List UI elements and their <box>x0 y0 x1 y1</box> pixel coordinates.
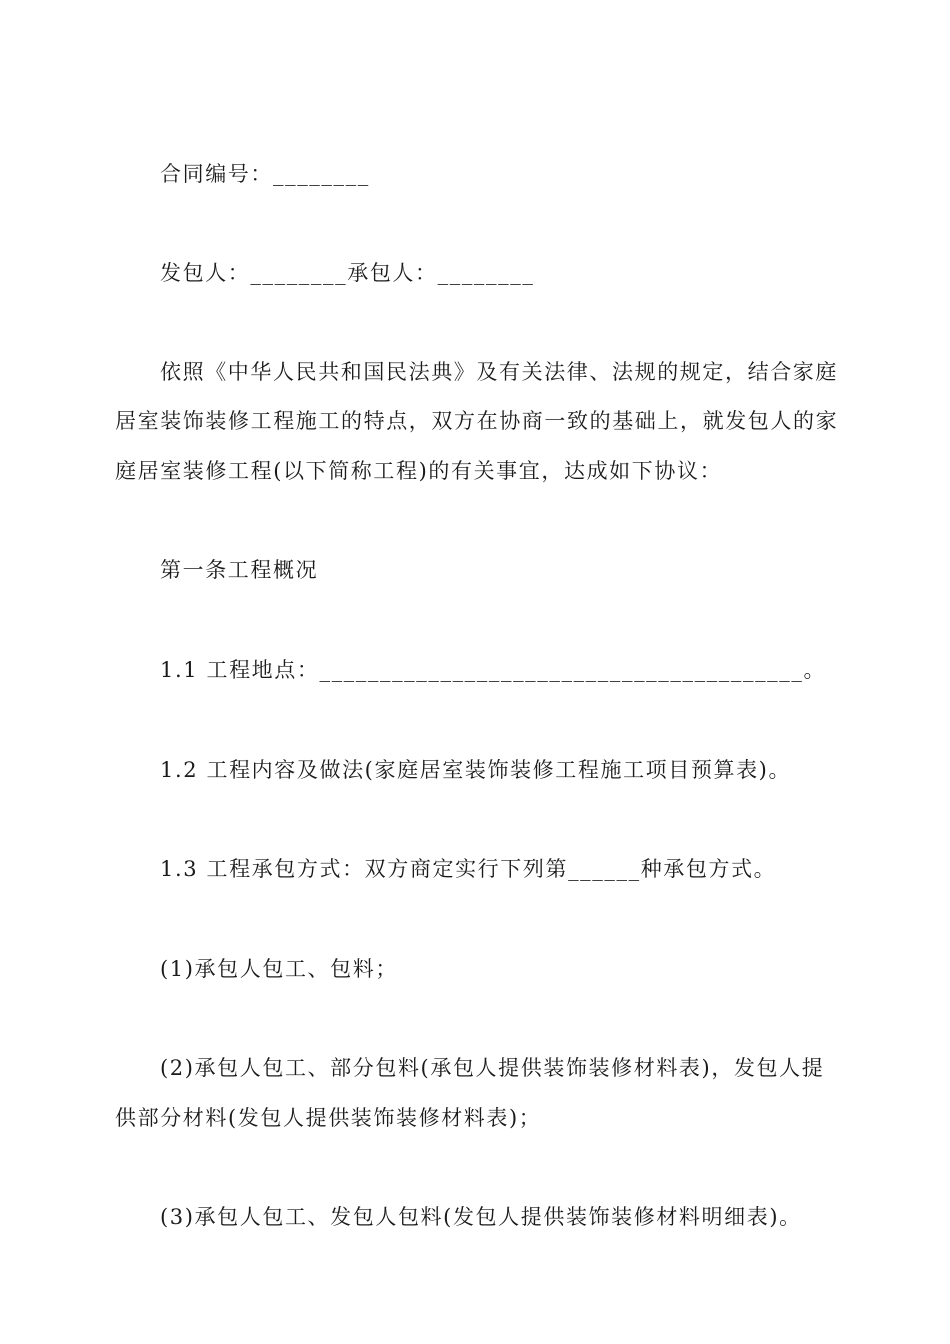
preamble-line-2: 居室装饰装修工程施工的特点，双方在协商一致的基础上，就发包人的家 <box>115 409 839 433</box>
item-1-3-post: 种承包方式。 <box>640 857 777 881</box>
item-1-1-label: 1.1 工程地点： <box>160 658 320 682</box>
contractor-blank: ________ <box>437 261 535 285</box>
option-3: (3)承包人包工、发包人包料(发包人提供装饰装修材料明细表)。 <box>160 1205 802 1229</box>
parties-line <box>160 259 534 287</box>
item-1-3-blank: ______ <box>568 857 641 881</box>
item-1-3-pre: 1.3 工程承包方式：双方商定实行下列第 <box>160 857 569 881</box>
employer-label: 发包人： <box>160 261 251 285</box>
item-1-2: 1.2 工程内容及做法(家庭居室装饰装修工程施工项目预算表)。 <box>160 758 792 782</box>
article-1-title: 第一条工程概况 <box>160 558 319 582</box>
option-1: (1)承包人包工、包料； <box>160 957 398 981</box>
item-1-1 <box>160 656 826 684</box>
item-1-3 <box>160 855 776 883</box>
contract-number-line <box>160 160 370 188</box>
option-2-line-1: (2)承包人包工、部分包料(承包人提供装饰装修材料表)，发包人提 <box>160 1056 825 1080</box>
option-2-line-2: 供部分材料(发包人提供装饰装修材料表)； <box>115 1106 542 1130</box>
contractor-label: 承包人： <box>347 261 438 285</box>
item-1-1-end: 。 <box>803 658 827 682</box>
contract-number-label: 合同编号： <box>160 162 273 186</box>
item-1-1-blank: ________________________________________ <box>319 658 804 682</box>
preamble-line-3: 庭居室装修工程(以下简称工程)的有关事宜，达成如下协议： <box>115 459 723 483</box>
employer-blank: ________ <box>250 261 348 285</box>
preamble-line-1: 依照《中华人民共和国民法典》及有关法律、法规的规定，结合家庭 <box>160 360 838 384</box>
contract-number-blank: ________ <box>273 162 370 186</box>
